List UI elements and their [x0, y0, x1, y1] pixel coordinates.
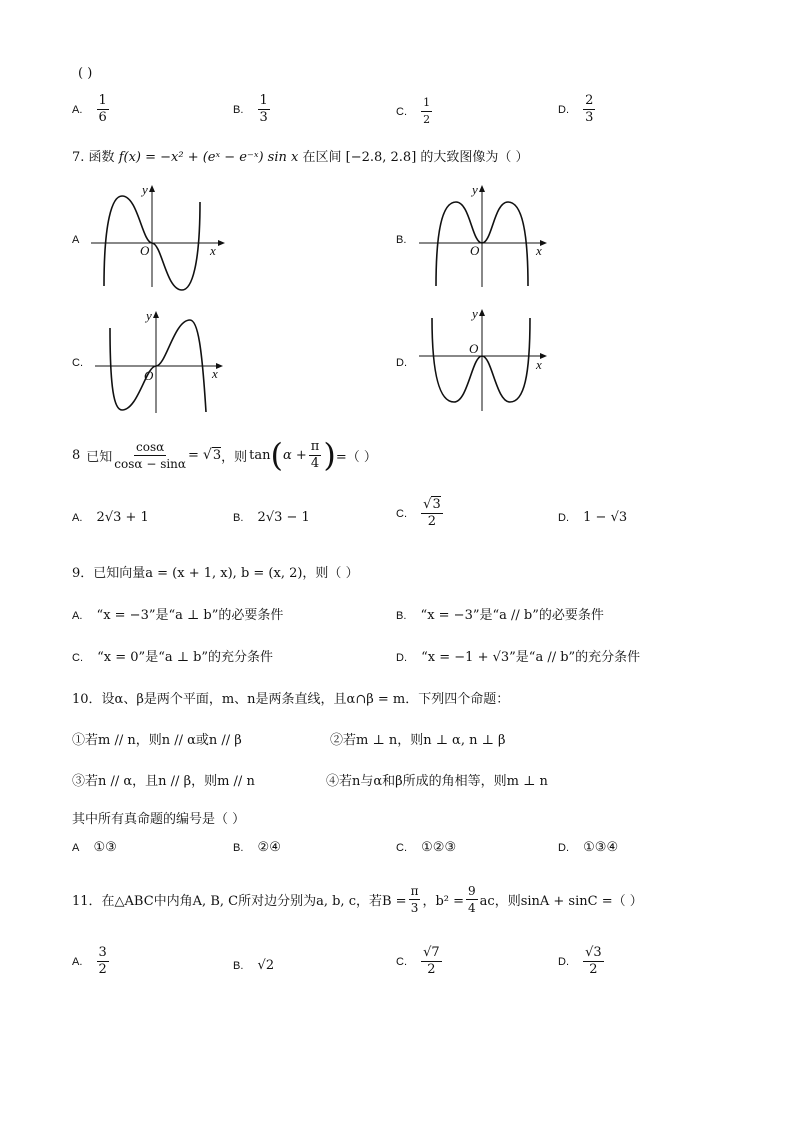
numerator: π [310, 438, 320, 454]
option-label: A. [72, 956, 83, 968]
stem-text: ，则 [221, 449, 248, 465]
fraction [466, 884, 478, 915]
q6-option-a [72, 94, 111, 125]
fraction [309, 440, 322, 471]
q9-option-d [396, 646, 640, 665]
q10-stem: 10．设α、β是两个平面，m、n是两条直线，且α∩β = m．下列四个命题： [72, 692, 510, 707]
q10-prop-4: ④若n与α和β所成的角相等，则m ⊥ n [326, 774, 548, 789]
x-axis-label: x [536, 357, 542, 372]
option-label: B. [233, 104, 244, 116]
graph-a [86, 182, 236, 292]
q10-prop-2: ②若m ⊥ n，则n ⊥ α, n ⊥ β [330, 733, 506, 748]
sqrt-icon: √ [202, 447, 212, 463]
angle-expression: α + [282, 447, 307, 463]
denominator: 3 [410, 901, 419, 915]
q11-option-c [396, 946, 444, 977]
fraction [421, 498, 443, 529]
option-label: A. [72, 610, 83, 622]
option-label: B. [233, 960, 244, 972]
q11-option-b [233, 958, 274, 973]
fraction [583, 946, 604, 977]
stem-text: 函数 [88, 150, 115, 165]
option-label: C. [396, 842, 407, 854]
origin-label: O [469, 341, 479, 356]
option-label: A. [72, 512, 83, 524]
y-axis-label: y [472, 182, 478, 197]
x-axis-label: x [536, 243, 542, 258]
interval: [−2.8, 2.8] [345, 150, 417, 165]
y-arrow-icon [479, 185, 485, 192]
denominator: 2 [589, 962, 598, 977]
stem-text: =（ ） [335, 449, 377, 465]
x-axis-label: x [212, 366, 218, 381]
denominator: 2 [427, 962, 436, 977]
graph-c [90, 308, 240, 418]
origin-label: O [144, 368, 154, 383]
right-paren: ) [323, 436, 336, 474]
option-text: 1 − √3 [583, 510, 628, 525]
x-axis-label: x [210, 243, 216, 258]
denominator: 3 [259, 110, 268, 125]
option-text: ①③ [93, 840, 117, 855]
q8-option-a [72, 510, 149, 525]
y-arrow-icon [479, 309, 485, 316]
q8-option-c [396, 498, 445, 529]
q8-option-d [558, 510, 627, 525]
origin-label: O [470, 243, 480, 258]
option-text: ①②③ [421, 840, 457, 855]
y-axis-label: y [146, 308, 152, 323]
graph-d-label: D. [396, 357, 407, 369]
option-label: B. [396, 610, 407, 622]
question-number: 7. [72, 150, 85, 165]
denominator: cosα − sinα [114, 456, 187, 471]
q6-option-d [558, 94, 597, 125]
graph-b-label: B. [396, 234, 407, 246]
q7-stem [72, 146, 529, 165]
q6-bracket: ( ) [78, 66, 93, 81]
numerator: 1 [421, 96, 432, 112]
left-paren: ( [270, 436, 283, 474]
x-arrow-icon [218, 240, 225, 246]
numerator [421, 498, 443, 514]
option-text: ②④ [257, 840, 281, 855]
curve [432, 318, 530, 402]
q10-prop-1: ①若m // n，则n // α或n // β [72, 733, 242, 748]
denominator: 4 [468, 901, 476, 915]
option-label: C. [396, 508, 407, 520]
option-text: ①③④ [583, 840, 619, 855]
denominator: 2 [427, 514, 437, 529]
q10-option-d [558, 840, 618, 855]
question-number: 8 [72, 447, 81, 463]
option-text: “x = −1 + √3”是“a // b”的充分条件 [421, 650, 641, 665]
q10-option-b [233, 840, 281, 855]
q9-option-b [396, 604, 604, 623]
origin-label: O [140, 243, 150, 258]
option-label: C. [72, 652, 83, 664]
option-text: “x = −3”是“a // b”的必要条件 [420, 608, 604, 623]
stem-text: ，b² = [422, 894, 465, 909]
option-label: B. [233, 842, 244, 854]
stem-text: 的大致图像为（ ） [420, 150, 529, 165]
numerator: 9 [468, 884, 476, 898]
function-expression: f(x) = −x² + (eˣ − e⁻ˣ) sin x [118, 150, 299, 165]
numerator: 1 [259, 93, 268, 108]
fraction [114, 440, 186, 471]
option-text: √2 [257, 958, 275, 973]
denominator: 4 [310, 455, 320, 471]
option-label: A [72, 842, 80, 854]
q8-option-b [233, 510, 310, 525]
y-arrow-icon [149, 185, 155, 192]
sqrt-icon: √ [423, 497, 432, 512]
graph-a-label: A [72, 234, 80, 246]
numerator: 2 [585, 93, 594, 108]
graph-d [414, 306, 564, 416]
option-label: D. [558, 842, 569, 854]
numerator: π [410, 884, 419, 898]
fraction [583, 94, 595, 125]
denominator: 2 [423, 113, 431, 126]
fraction [421, 946, 442, 977]
q8-stem [72, 436, 377, 474]
fraction [97, 94, 109, 125]
q9-option-c [72, 646, 273, 665]
denominator: 3 [585, 110, 594, 125]
q10-prop-3: ③若n // α，且n // β，则m // n [72, 774, 255, 789]
equals-sign: = [188, 447, 199, 463]
option-text: 2√3 + 1 [96, 510, 149, 525]
graph-b [414, 182, 564, 292]
option-label: C. [396, 106, 407, 118]
numerator: 3 [98, 945, 107, 960]
y-axis-label: y [472, 306, 478, 321]
stem-text: 在区间 [302, 150, 342, 165]
option-text: “x = 0”是“a ⊥ b”的充分条件 [97, 650, 274, 665]
graph-c-label: C. [72, 357, 83, 369]
q10-option-a [72, 840, 117, 855]
q9-stem: 9．已知向量a = (x + 1, x), b = (x, 2)，则（ ） [72, 566, 359, 581]
stem-text: 已知 [86, 449, 113, 465]
q6-option-c [396, 96, 434, 127]
y-axis-label: y [142, 182, 148, 197]
q10-ask: 其中所有真命题的编号是（ ） [72, 812, 246, 827]
option-text: “x = −3”是“a ⊥ b”的必要条件 [96, 608, 284, 623]
numerator: 1 [98, 93, 107, 108]
q9-option-a [72, 604, 283, 623]
option-label: D. [558, 512, 569, 524]
option-label: C. [396, 956, 407, 968]
numerator: √3 [585, 945, 602, 960]
stem-text: 11．在△ABC中内角A, B, C所对边分别为a, b, c，若B = [72, 894, 407, 909]
tan-function: tan [249, 447, 271, 463]
fraction [421, 96, 432, 127]
fraction [97, 946, 109, 977]
q11-option-d [558, 946, 606, 977]
radicand: 3 [432, 497, 441, 512]
fraction [258, 94, 270, 125]
y-arrow-icon [153, 311, 159, 318]
radicand: 3 [212, 448, 222, 463]
q11-stem [72, 884, 643, 915]
option-label: D. [396, 652, 407, 664]
denominator: 2 [98, 962, 107, 977]
option-label: B. [233, 512, 244, 524]
q6-option-b [233, 94, 272, 125]
option-label: D. [558, 956, 569, 968]
fraction [409, 884, 421, 915]
option-label: D. [558, 104, 569, 116]
numerator: √7 [423, 945, 440, 960]
option-text: 2√3 − 1 [257, 510, 310, 525]
q11-option-a [72, 946, 111, 977]
stem-text: ac，则sinA + sinC =（ ） [479, 894, 643, 909]
option-label: A. [72, 104, 83, 116]
q10-option-c [396, 840, 456, 855]
numerator: cosα [136, 439, 165, 454]
denominator: 6 [98, 110, 107, 125]
